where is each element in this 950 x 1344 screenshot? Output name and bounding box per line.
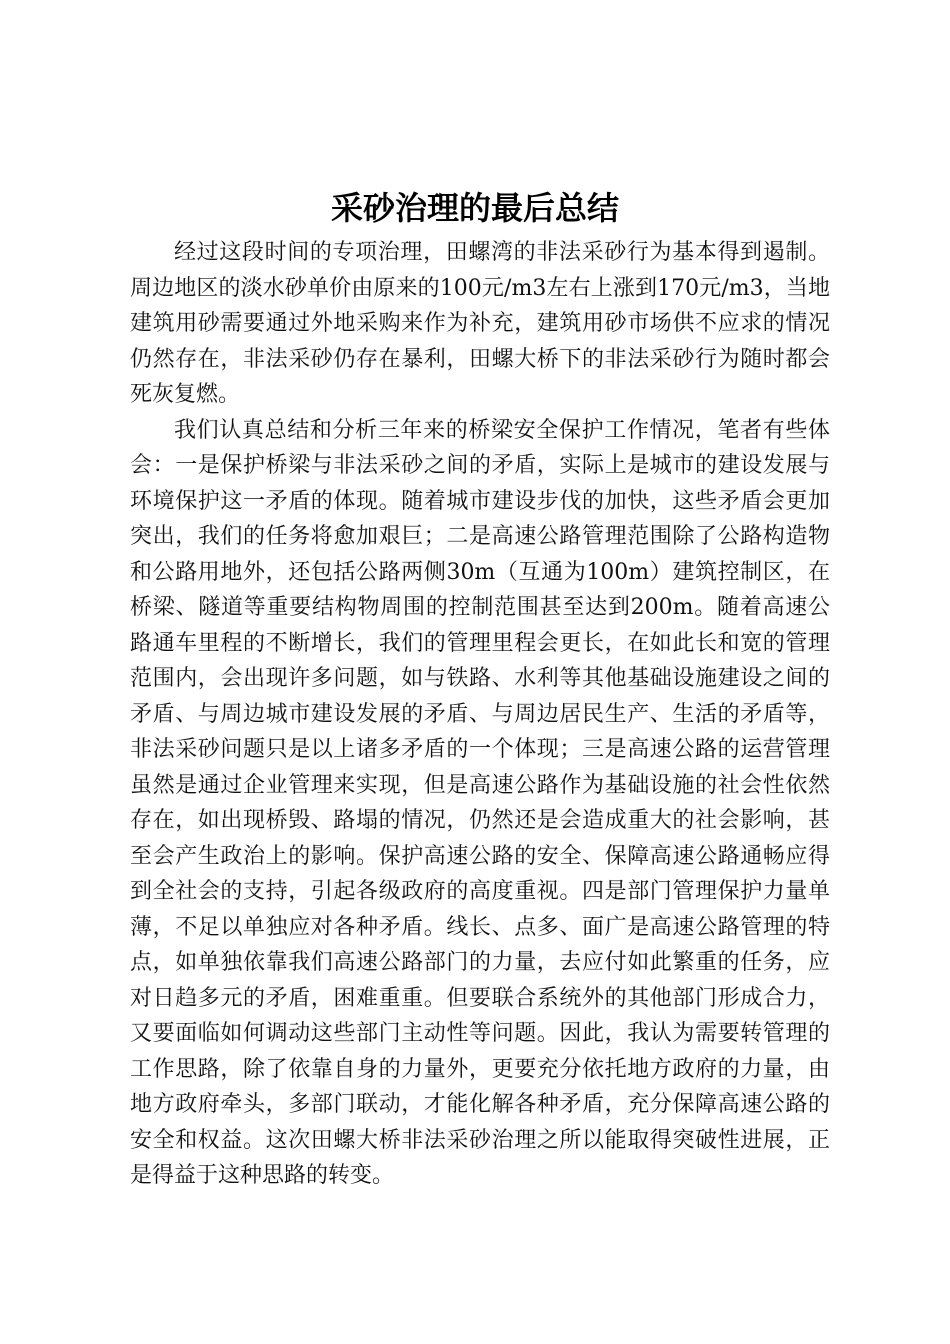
document-title: 采砂治理的最后总结	[330, 189, 619, 227]
document-body	[130, 235, 830, 1194]
paragraph-2: 我们认真总结和分析三年来的桥梁安全保护工作情况，笔者有些体会：一是保护桥梁与非法采砂之间的矛盾，实际上是城市的建设发展与环境保护这一矛盾的体现。随着城市建设步伐的加快，这些矛盾会更加突出，我们的任务将愈加艰巨；二是高速公路管理范围除了公路构造物和公路用地外，还包括公路两侧30m（互通为100m）建筑控制区，在桥梁、隧道等重要结构物周围的控制范围甚至达到200m。随着高速公路通车里程的不断增长，我们的管理里程会更长，在如此长和宽的管理范围内，会出现许多问题，如与铁路、水利等其他基础设施建设之间的矛盾、与周边城市建设发展的矛盾、与周边居民生产、生活的矛盾等，非法采砂问题只是以上诸多矛盾的一个体现；三是高速公路的运营管理虽然是通过企业管理来实现，但是高速公路作为基础设施的社会性依然存在，如出现桥毁、路塌的情况，仍然还是会造成重大的社会影响，甚至会产生政治上的影响。保护高速公路的安全、保障高速公路通畅应得到全社会的支持，引起各级政府的高度重视。四是部门管理保护力量单薄，不足以单独应对各种矛盾。线长、点多、面广是高速公路管理的特点，如单独依靠我们高速公路部门的力量，去应付如此繁重的任务，应对日趋多元的矛盾，困难重重。但要联合系统外的其他部门形成合力，又要面临如何调动这些部门主动性等问题。因此，我认为需要转管理的工作思路，除了依靠自身的力量外，更要充分依托地方政府的力量，由地方政府牵头，多部门联动，才能化解各种矛盾，充分保障高速公路的安全和权益。这次田螺大桥非法采砂治理之所以能取得突破性进展，正是得益于这种思路的转变。	[130, 417, 830, 1188]
paragraph-1: 经过这段时间的专项治理，田螺湾的非法采砂行为基本得到遏制。周边地区的淡水砂单价由原来的100元/m3左右上涨到170元/m3，当地建筑用砂需要通过外地采购来作为补充，建筑用砂市场供不应求的情况仍然存在，非法采砂仍存在暴利，田螺大桥下的非法采砂行为随时都会死灰复燃。	[130, 240, 830, 407]
